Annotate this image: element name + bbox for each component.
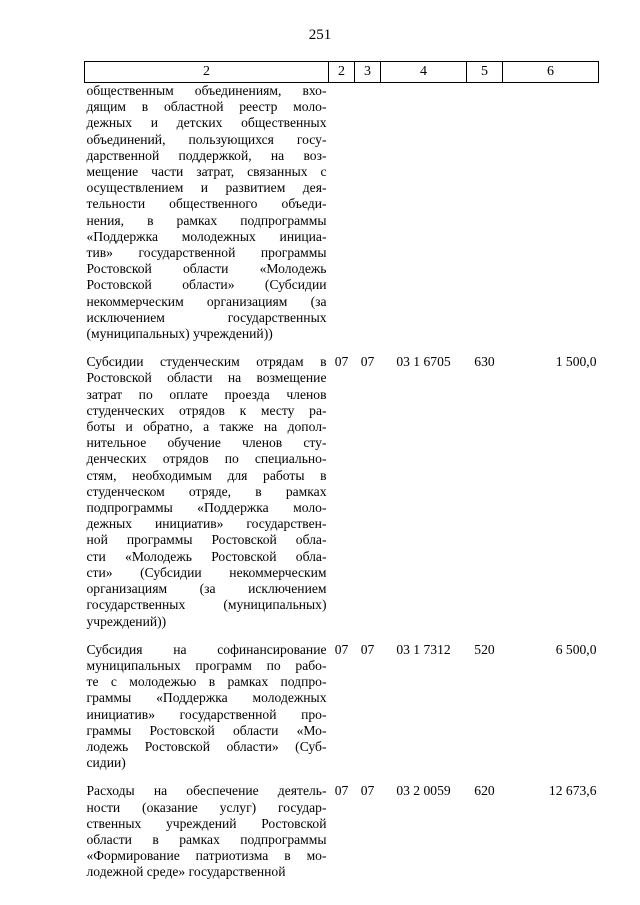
spacer-cell xyxy=(329,342,355,354)
row-amount: 12 673,6 xyxy=(548,783,597,799)
description-line: дящим в областной реестр моло- xyxy=(86,99,327,115)
description-line: Ростовской области «Молодежь xyxy=(86,261,327,277)
row-target-article xyxy=(381,83,467,343)
spacer-cell xyxy=(503,630,599,642)
description-line: те с молодежью в рамках подпро- xyxy=(86,674,327,690)
description-line: мещение части затрат, связанных с xyxy=(86,164,327,180)
description-line: дежных и детских общественных xyxy=(86,115,327,131)
row-description xyxy=(85,642,329,772)
header-col-expense-type: 5 xyxy=(467,62,503,83)
description-line: студенческих отрядов к месту ра- xyxy=(86,402,327,418)
row-description xyxy=(85,783,329,880)
row-expense-type: 630 xyxy=(474,354,495,370)
row-target-article: 03 1 6705 xyxy=(396,354,451,370)
spacer-cell xyxy=(467,771,503,783)
description-line: (муниципальных) учреждений)) xyxy=(86,326,273,342)
description-line: лодежной среде» государственной xyxy=(86,864,286,880)
description-line: «Формирование патриотизма в мо- xyxy=(86,848,327,864)
row-expense-type xyxy=(467,83,503,343)
spacer-cell xyxy=(329,771,355,783)
description-line: муниципальных программ по рабо- xyxy=(86,657,327,673)
row-amount: 1 500,0 xyxy=(555,354,597,370)
table-row xyxy=(85,354,599,629)
header-col-amount: 6 xyxy=(503,62,599,83)
row-subsection xyxy=(355,83,381,343)
description-line: ной программы Ростовской обла- xyxy=(86,532,327,548)
spacer-cell xyxy=(355,630,381,642)
row-spacer xyxy=(85,342,599,354)
spacer-cell xyxy=(85,342,329,354)
description-line: граммы Ростовской области «Мо- xyxy=(86,722,327,738)
description-line: дарственной поддержкой, на воз- xyxy=(86,147,327,163)
table-row xyxy=(85,83,599,343)
table-row xyxy=(85,783,599,880)
row-target-article: 03 2 0059 xyxy=(396,783,451,799)
description-line: Ростовской области на возмещение xyxy=(86,370,327,386)
description-line: общественным объединениям, вхо- xyxy=(86,83,327,98)
spacer-cell xyxy=(355,771,381,783)
row-amount xyxy=(503,83,599,343)
spacer-cell xyxy=(503,342,599,354)
spacer-cell xyxy=(503,771,599,783)
description-line: сти» (Субсидии некоммерческим xyxy=(86,564,327,580)
row-target-article: 03 1 7312 xyxy=(396,641,451,657)
description-line: денческих отрядов по специально- xyxy=(86,451,327,467)
description-line: области в рамках подпрограммы xyxy=(86,831,327,847)
row-amount: 6 500,0 xyxy=(555,641,597,657)
row-section: 07 xyxy=(334,354,349,370)
description-line: осуществлением и развитием дея- xyxy=(86,180,327,196)
description-line: стям, необходимым для работы в xyxy=(86,467,327,483)
row-section: 07 xyxy=(334,641,349,657)
header-col-target-article: 4 xyxy=(381,62,467,83)
description-line: тив» государственной программы xyxy=(86,245,327,261)
description-line: нения, в рамках подпрограммы xyxy=(86,212,327,228)
spacer-cell xyxy=(381,630,467,642)
description-line: Ростовской области» (Субсидии xyxy=(86,277,327,293)
description-line: инициатив» государственной про- xyxy=(86,706,327,722)
page-number: 251 xyxy=(308,27,332,43)
row-subsection: 07 xyxy=(360,641,375,657)
description-line: студенческом отряде, в рамках xyxy=(86,483,327,499)
row-description xyxy=(85,354,329,629)
description-line: учреждений)) xyxy=(86,613,167,629)
description-line: государственных (муниципальных) xyxy=(86,597,327,613)
description-line: Субсидия на софинансирование xyxy=(86,641,327,657)
header-col-subsection: 3 xyxy=(355,62,381,83)
row-subsection: 07 xyxy=(360,783,375,799)
description-line: организациям (за исключением xyxy=(86,581,327,597)
description-line: сти «Молодежь Ростовской обла- xyxy=(86,548,327,564)
row-expense-type: 620 xyxy=(474,783,495,799)
description-line: дежных инициатив» государствен- xyxy=(86,516,327,532)
spacer-cell xyxy=(85,630,329,642)
description-line: исключением государственных xyxy=(86,309,327,325)
description-line: объединений, пользующихся госу- xyxy=(86,131,327,147)
header-col-section: 2 xyxy=(329,62,355,83)
table-row xyxy=(85,642,599,772)
header-row xyxy=(85,62,599,83)
spacer-cell xyxy=(85,771,329,783)
header-col-description: 2 xyxy=(85,62,329,83)
description-line: боты и обратно, а также на допол- xyxy=(86,419,327,435)
spacer-cell xyxy=(381,771,467,783)
spacer-cell xyxy=(329,630,355,642)
description-line: ности (оказание услуг) государ- xyxy=(86,799,327,815)
spacer-cell xyxy=(381,342,467,354)
row-expense-type: 520 xyxy=(474,641,495,657)
description-line: Субсидии студенческим отрядам в xyxy=(86,354,327,370)
row-section xyxy=(329,83,355,343)
description-line: нительное обучение членов сту- xyxy=(86,435,327,451)
description-line: лодежь Ростовской области» (Суб- xyxy=(86,738,327,754)
row-spacer xyxy=(85,630,599,642)
description-line: «Поддержка молодежных инициа- xyxy=(86,228,327,244)
description-line: тельности общественного объеди- xyxy=(86,196,327,212)
row-spacer xyxy=(85,771,599,783)
spacer-cell xyxy=(355,342,381,354)
description-line: Расходы на обеспечение деятель- xyxy=(86,783,327,799)
description-line: сидии) xyxy=(86,755,126,771)
spacer-cell xyxy=(467,630,503,642)
description-line: граммы «Поддержка молодежных xyxy=(86,690,327,706)
row-section: 07 xyxy=(334,783,349,799)
description-line: затрат по оплате проезда членов xyxy=(86,386,327,402)
row-subsection: 07 xyxy=(360,354,375,370)
description-line: ственных учреждений Ростовской xyxy=(86,815,327,831)
spacer-cell xyxy=(467,342,503,354)
budget-table xyxy=(84,61,599,881)
description-line: некоммерческим организациям (за xyxy=(86,293,327,309)
description-line: подпрограммы «Поддержка моло- xyxy=(86,500,327,516)
row-description xyxy=(85,83,329,343)
